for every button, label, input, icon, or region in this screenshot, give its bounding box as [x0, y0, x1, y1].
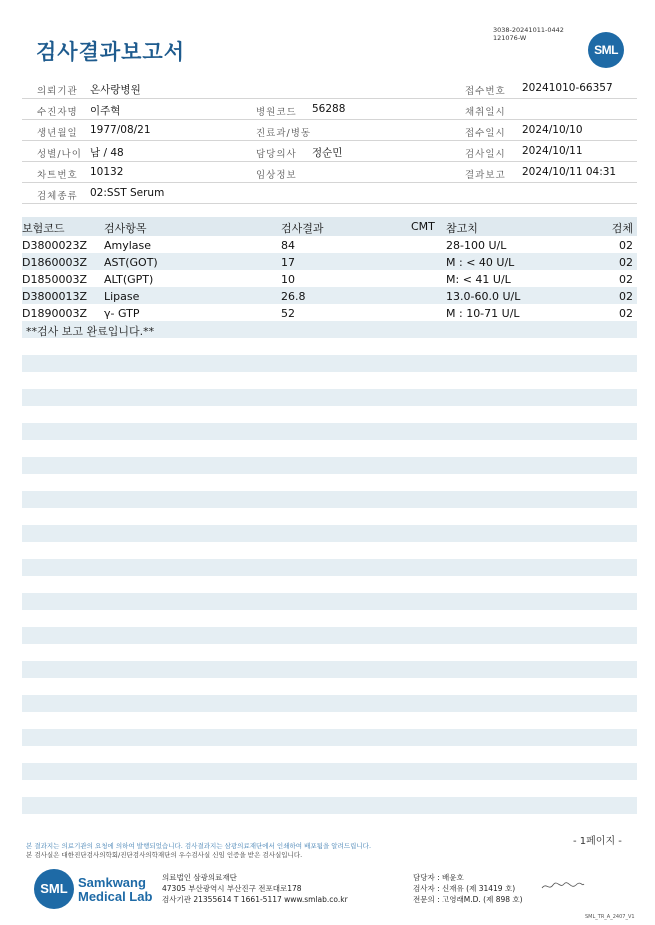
staff-role: 검사자 [413, 884, 435, 893]
info-row [22, 141, 637, 162]
org-address: 47305 부산광역시 부산진구 전포대로178 [162, 884, 302, 893]
cell-code: D1890003Z [22, 307, 87, 320]
empty-row-stripe [22, 661, 637, 678]
info-value: 이주혁 [90, 105, 121, 117]
table-row [22, 253, 637, 270]
empty-row-stripe [22, 457, 637, 474]
document-code-line1: 3038-20241011-0442 [493, 26, 564, 34]
cell-result: 26.8 [281, 290, 306, 303]
info-value: 2024/10/11 04:31 [522, 166, 617, 178]
info-row [22, 99, 637, 120]
info-label: 수진자명 [37, 107, 78, 118]
info-row [22, 120, 637, 141]
cell-specimen: 02 [619, 239, 633, 252]
cell-code: D1850003Z [22, 273, 87, 286]
info-value: 2024/10/11 [522, 145, 583, 157]
info-label: 진료과/병동 [256, 128, 312, 139]
report-complete-note [22, 321, 637, 338]
form-code: SML_TR_A_2407_V1 [585, 914, 635, 920]
document-code [493, 26, 564, 42]
page-number: - 1페이지 - [573, 836, 622, 847]
empty-row-stripe [22, 695, 637, 712]
results-header [22, 217, 637, 236]
info-value: 2024/10/10 [522, 124, 583, 136]
report-complete-text: **검사 보고 완료입니다.** [26, 325, 155, 338]
cell-reference: 28-100 U/L [446, 239, 507, 252]
document-title: 검사결과보고서 [36, 40, 186, 64]
info-label: 성별/나이 [37, 149, 82, 160]
info-value: 10132 [90, 166, 124, 178]
sml-footer-logo-text: SML [40, 881, 68, 896]
empty-row-stripe [22, 627, 637, 644]
cell-code: D3800013Z [22, 290, 87, 303]
empty-row-stripe [22, 525, 637, 542]
signature-image [540, 880, 586, 892]
info-value: 온사랑병원 [90, 84, 141, 96]
org-name: 의료법인 삼광의료재단 [162, 873, 237, 882]
info-value: 남 / 48 [90, 147, 124, 159]
cell-item: ALT(GPT) [104, 273, 154, 286]
brand-name [78, 876, 152, 904]
header-code: 보험코드 [22, 222, 65, 235]
brand-line2: Medical Lab [78, 889, 153, 904]
empty-row-stripe [22, 389, 637, 406]
staff-name: 배윤호 [442, 873, 464, 882]
cell-specimen: 02 [619, 290, 633, 303]
cell-code: D3800023Z [22, 239, 87, 252]
results-body [22, 236, 637, 338]
info-label: 생년월일 [37, 128, 78, 139]
info-row [22, 78, 637, 99]
results-table [22, 217, 637, 338]
info-value: 56288 [312, 103, 346, 115]
cell-result: 84 [281, 239, 295, 252]
table-row [22, 304, 637, 321]
footer-notice-1: 본 결과지는 의료기관의 요청에 의하여 발행되었습니다. 검사결과지는 삼광의료재단에서 인쇄하여 배포됨을 알려드립니다. [26, 842, 372, 850]
cell-reference: M: < 41 U/L [446, 273, 511, 286]
cell-item: AST(GOT) [104, 256, 158, 269]
staff-info [413, 872, 523, 905]
cell-result: 52 [281, 307, 295, 320]
staff-role: 담당자 [413, 873, 435, 882]
cell-specimen: 02 [619, 307, 633, 320]
info-label: 접수일시 [465, 128, 506, 139]
info-value: 20241010-66357 [522, 82, 613, 94]
table-row [22, 270, 637, 287]
sml-footer-logo [34, 869, 74, 909]
info-label: 임상정보 [256, 170, 297, 181]
info-label: 차트번호 [37, 170, 78, 181]
header-reference: 참고치 [446, 222, 478, 235]
info-label: 병원코드 [256, 107, 297, 118]
info-row [22, 162, 637, 183]
cell-reference: M : 10-71 U/L [446, 307, 520, 320]
info-value: 1977/08/21 [90, 124, 151, 136]
info-value: 02:SST Serum [90, 187, 165, 199]
cell-result: 17 [281, 256, 295, 269]
info-label: 검사일시 [465, 149, 506, 160]
empty-row-stripe [22, 729, 637, 746]
header-specimen: 검체 [611, 222, 633, 235]
cell-reference: M : < 40 U/L [446, 256, 515, 269]
info-label: 의뢰기관 [37, 86, 78, 97]
patient-info-table [22, 78, 637, 204]
header-result: 검사결과 [281, 222, 324, 235]
cell-specimen: 02 [619, 256, 633, 269]
info-value: 정순민 [312, 147, 343, 159]
empty-row-stripe [22, 423, 637, 440]
cell-reference: 13.0-60.0 U/L [446, 290, 521, 303]
cell-item: γ- GTP [104, 307, 140, 320]
info-label: 담당의사 [256, 149, 297, 160]
staff-name: 고영래M.D. (제 898 호) [442, 895, 523, 904]
info-label: 결과보고 [465, 170, 506, 181]
header-cmt: CMT [411, 220, 435, 233]
staff-line: 검사자 : 신재유 (제 31419 호) [413, 884, 516, 893]
org-contact: 검사기관 21355614 T 1661-5117 www.smlab.co.kr [162, 895, 348, 904]
cell-item: Amylase [104, 239, 152, 252]
info-label: 접수번호 [465, 86, 506, 97]
cell-code: D1860003Z [22, 256, 87, 269]
sml-logo-text: SML [594, 43, 618, 57]
empty-row-stripe [22, 797, 637, 814]
table-row [22, 236, 637, 253]
sml-logo [588, 32, 624, 68]
staff-line: 담당자 : 배윤호 [413, 873, 464, 882]
brand-line1: Samkwang [78, 875, 146, 890]
empty-row-stripe [22, 355, 637, 372]
staff-line: 전문의 : 고영래M.D. (제 898 호) [413, 895, 523, 904]
info-label: 채취일시 [465, 107, 506, 118]
header-item: 검사항목 [104, 222, 147, 235]
table-row [22, 287, 637, 304]
empty-row-stripe [22, 593, 637, 610]
empty-row-stripe [22, 763, 637, 780]
footer-notice-2: 본 검사실은 대한진단검사의학회/진단검사의학재단의 우수검사실 신임 인증을 받은 검사실입니다. [26, 851, 303, 859]
cell-specimen: 02 [619, 273, 633, 286]
info-label: 검체종류 [37, 191, 78, 202]
document-code-line2: 121076-W [493, 34, 527, 42]
empty-row-stripe [22, 559, 637, 576]
staff-role: 전문의 [413, 895, 435, 904]
organization-info [162, 872, 348, 905]
cell-item: Lipase [104, 290, 140, 303]
empty-row-stripe [22, 491, 637, 508]
cell-result: 10 [281, 273, 295, 286]
staff-name: 신재유 (제 31419 호) [442, 884, 516, 893]
info-row [22, 183, 637, 204]
